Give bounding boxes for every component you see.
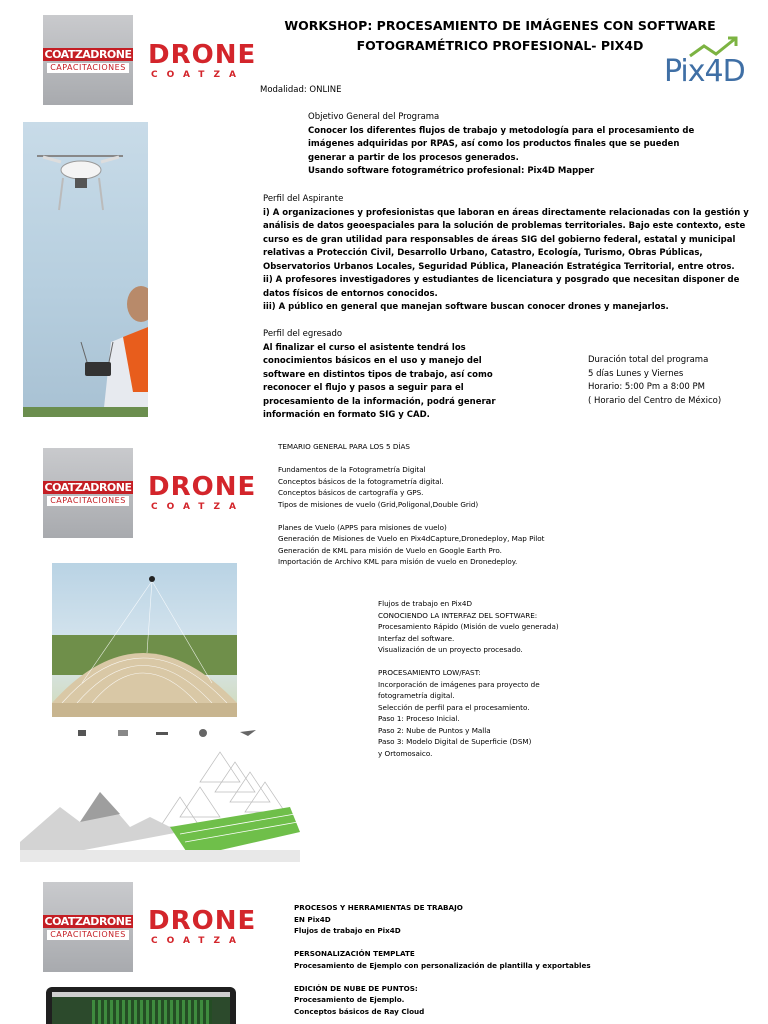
duracion-line: Duración total del programa [588, 355, 709, 365]
coatzadrone-logo-top: COATZADRONE [44, 914, 132, 928]
duracion-section [588, 354, 721, 408]
procesos-line: EN Pix4D [294, 914, 331, 924]
temario-fundamentos-line: Tipos de misiones de vuelo (Grid,Poligonal,Double Grid) [278, 499, 479, 509]
flight-pattern-illustration [20, 722, 300, 862]
drone-logo-word: DRONE [148, 906, 257, 936]
objetivo-line: Usando software fotogramétrico profesional: Pix4D Mapper [308, 166, 595, 176]
perfil-egresado-line: software en distintos tipos de trabajo, así como [263, 369, 493, 380]
temario-planes-line: Generación de Misiones de Vuelo en Pix4dCapture,Dronedeploy, Map Pilot [278, 534, 545, 543]
perfil-egresado-heading: Perfil del egresado [263, 329, 343, 339]
coatzadrone-logo-bottom: CAPACITACIONES [47, 930, 129, 940]
perfil-aspirante-line: análisis de datos geoespaciales para la solución de problemas territoriales. Bajo este contexto, este [263, 221, 746, 231]
temario-fundamentos-line: Conceptos básicos de la fotogrametría digital. [278, 476, 444, 486]
perfil-aspirante-line: ii) A profesores investigadores y estudiantes de licenciatura y posgrado que necesitan disponer de [263, 275, 740, 285]
title-line-1: WORKSHOP: PROCESAMIENTO DE IMÁGENES CON SOFTWARE [284, 18, 716, 33]
flight-pattern-diagram [20, 722, 300, 862]
mound-scan-photo [52, 563, 237, 717]
temario-fundamentos-line: Fundamentos de la Fotogrametría Digital [278, 465, 426, 474]
perfil-aspirante-line: relativas a Protección Civil, Desarrollo Urbano, Catastro, Ecología, Turismo, Obras Públicas, [263, 248, 703, 258]
temario-planes-line: Planes de Vuelo (APPS para misiones de vuelo) [278, 522, 447, 532]
perfil-egresado-line: conocimientos básicos en el uso y manejo del [263, 356, 482, 366]
procesos-line: EDICIÓN DE NUBE DE PUNTOS: [294, 983, 418, 993]
temario-section [278, 441, 544, 568]
pix4d-wordmark: Pix4D [664, 54, 745, 89]
duracion-line: 5 días Lunes y Viernes [588, 368, 684, 379]
pilot-drone-photo [23, 122, 148, 417]
perfil-egresado-line: Al finalizar el curso el asistente tendrá los [263, 342, 466, 353]
flujos-line: CONOCIENDO LA INTERFAZ DEL SOFTWARE: [378, 610, 538, 620]
temario-planes-line: Generación de KML para misión de Vuelo en Google Earth Pro. [278, 545, 502, 555]
perfil-egresado-line: reconocer el flujo y pasos a seguir para el [263, 383, 464, 393]
coatzadrone-logo-top: COATZADRONE [44, 47, 132, 61]
procesos-line: PROCESOS Y HERRAMIENTAS DE TRABAJO [294, 903, 463, 912]
flujos-line: Incorporación de imágenes para proyecto de [378, 679, 540, 689]
drone-logo-sub: COATZA [151, 502, 245, 512]
flujos-line: Flujos de trabajo en Pix4D [378, 599, 472, 608]
objetivo-line: Conocer los diferentes flujos de trabajo y metodología para el procesamiento de [308, 125, 695, 136]
drone-coatza-logo [148, 904, 257, 954]
pix4d-logo [664, 34, 744, 94]
flujos-line: Visualización de un proyecto procesado. [378, 645, 523, 654]
temario-heading: TEMARIO GENERAL PARA LOS 5 DÍAS [278, 442, 410, 451]
flujos-line: PROCESAMIENTO LOW/FAST: [378, 668, 481, 677]
title-line-2: FOTOGRAMÉTRICO PROFESIONAL- PIX4D [356, 38, 644, 53]
coatzadrone-logo [43, 448, 133, 538]
flujos-line: y Ortomosaico. [378, 748, 433, 758]
temario-planes-line: Importación de Archivo KML para misión de vuelo en Dronedeploy. [278, 557, 518, 566]
flujos-line: fotogrametría digital. [378, 691, 455, 700]
perfil-aspirante-line: Observatorios Urbanos Locales, Seguridad Pública, Planeación Estratégica Territorial, entre otros. [263, 261, 735, 272]
perfil-egresado-section [263, 328, 496, 423]
perfil-aspirante-line: curso es de gran utilidad para responsables de áreas SIG del gobierno federal, estatal y municipal [263, 234, 736, 245]
drone-logo-word: DRONE [148, 472, 257, 502]
perfil-aspirante-section [263, 193, 749, 315]
perfil-egresado-line: información en formato SIG y CAD. [263, 410, 430, 420]
flujos-section [378, 598, 559, 759]
coatzadrone-logo-bottom: CAPACITACIONES [47, 63, 129, 73]
laptop-screen [52, 992, 230, 1024]
coatzadrone-logo-top: COATZADRONE [44, 480, 132, 494]
procesos-line: Conceptos básicos de Ray Cloud [294, 1006, 425, 1016]
objetivo-line: generar a partir de los procesos generados. [308, 152, 519, 163]
perfil-aspirante-line: datos físicos de entornos conocidos. [263, 288, 438, 299]
flujos-line: Paso 3: Modelo Digital de Superficie (DSM) [378, 737, 532, 746]
coatzadrone-logo [43, 15, 133, 105]
procesos-line: Procesamiento de Ejemplo. [294, 995, 405, 1004]
flujos-line: Selección de perfil para el procesamiento. [378, 702, 530, 712]
objetivo-heading: Objetivo General del Programa [308, 112, 440, 122]
mound-scan-illustration [52, 563, 237, 717]
flujos-line: Interfaz del software. [378, 633, 455, 643]
drone-coatza-logo [148, 38, 257, 88]
page-title [280, 16, 720, 56]
perfil-aspirante-heading: Perfil del Aspirante [263, 194, 344, 204]
perfil-aspirante-line: iii) A público en general que manejan software buscan conocer drones y manejarlos. [263, 302, 669, 312]
perfil-aspirante-line: i) A organizaciones y profesionistas que laboran en áreas directamente relacionadas con la gestión y [263, 207, 749, 218]
duracion-line: Horario: 5:00 Pm a 8:00 PM [588, 382, 705, 392]
point-cloud-view [92, 1000, 212, 1024]
objetivo-line: imágenes adquiridas por RPAS, así como los productos finales que se pueden [308, 139, 680, 149]
coatzadrone-logo-bottom: CAPACITACIONES [47, 496, 129, 506]
perfil-egresado-line: procesamiento de la información, podrá generar [263, 396, 496, 407]
drone-logo-word: DRONE [148, 40, 257, 70]
temario-fundamentos-line: Conceptos básicos de cartografía y GPS. [278, 488, 424, 497]
flujos-line: Paso 1: Proceso Inicial. [378, 714, 460, 723]
duracion-line: ( Horario del Centro de México) [588, 395, 722, 406]
pilot-drone-illustration [23, 122, 148, 417]
procesos-section [294, 902, 591, 1017]
drone-logo-sub: COATZA [151, 70, 245, 80]
procesos-line: PERSONALIZACIÓN TEMPLATE [294, 949, 415, 958]
procesos-line: Flujos de trabajo en Pix4D [294, 926, 401, 935]
modalidad-text: Modalidad: ONLINE [260, 85, 342, 95]
laptop-toolbar [52, 992, 230, 997]
drone-coatza-logo [148, 470, 257, 520]
procesos-line: Procesamiento de Ejemplo con personalización de plantilla y exportables [294, 960, 591, 970]
flujos-line: Paso 2: Nube de Puntos y Malla [378, 725, 491, 735]
flujos-line: Procesamiento Rápido (Misión de vuelo generada) [378, 622, 559, 631]
coatzadrone-logo [43, 882, 133, 972]
laptop-screenshot [46, 987, 236, 1024]
drone-logo-sub: COATZA [151, 936, 245, 946]
objetivo-section [308, 111, 694, 179]
